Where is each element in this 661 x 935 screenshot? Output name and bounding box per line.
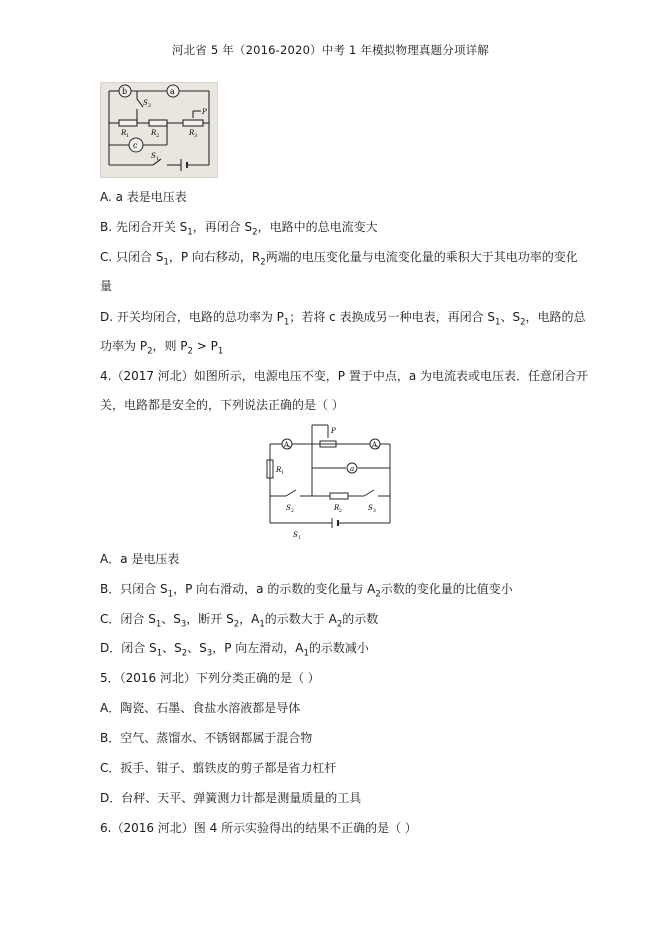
q5-option-b: B．空气、蒸馏水、不锈钢都属于混合物 (100, 731, 313, 745)
p-label: P (202, 108, 207, 116)
circuit-figure-q4 (260, 420, 397, 542)
svg-text:2: 2 (148, 103, 152, 109)
svg-text:2: 2 (376, 446, 379, 451)
q3-option-d: D. 开关均闭合，电路的总功率为 $P_1$；若将 c 表换成另一种电表，再闭合 $S_1$、$S_2$，电路的总 (100, 310, 586, 328)
circuit-figure-q3 (100, 82, 218, 178)
s1-label: S (151, 152, 156, 160)
s2-label: S (143, 99, 148, 107)
meter-a-label: a (170, 87, 175, 96)
q6-stem: 6.（2016 河北）图 4 所示实验得出的结果不正确的是（ ） (100, 821, 417, 835)
q3-option-d-cont: 功率为 $P_2$，则 $P_2 > P_1$ (100, 339, 224, 357)
svg-text:1: 1 (126, 133, 130, 139)
s3-label: S (368, 504, 373, 512)
svg-text:2: 2 (156, 133, 160, 139)
svg-text:1: 1 (298, 536, 301, 541)
svg-text:2: 2 (339, 509, 342, 514)
q3-option-b: B. 先闭合开关 $S_1$，再闭合 $S_2$，电路中的总电流变大 (100, 220, 378, 238)
svg-text:1: 1 (156, 156, 160, 162)
q5-option-d: D．台秤、天平、弹簧测力计都是测量质量的工具 (100, 791, 362, 805)
svg-text:2: 2 (291, 509, 294, 514)
q4-option-c: C．闭合 $S_1$、$S_3$，断开 $S_2$，$A_1$的示数大于 $A_2$的示数 (100, 612, 379, 630)
a1-meter-label: A (284, 441, 290, 449)
q3-option-c-cont: 量 (100, 279, 113, 293)
meter-b-label: b (122, 87, 128, 96)
s2-label: S (286, 504, 291, 512)
svg-text:1: 1 (281, 471, 284, 476)
q4-option-b: B．只闭合 $S_1$，P 向右滑动，a 的示数的变化量与 $A_2$示数的变化量的比值变小 (100, 582, 513, 600)
svg-text:3: 3 (194, 133, 198, 139)
r1-label: R (121, 129, 127, 137)
s1-label: S (293, 531, 298, 539)
svg-text:1: 1 (288, 446, 291, 451)
p-label: P (331, 427, 336, 435)
r1-label: R (276, 466, 282, 474)
q5-stem: 5．（2016 河北）下列分类正确的是（ ） (100, 671, 320, 685)
q3-option-c: C. 只闭合 $S_1$，P 向右移动，$R_2$两端的电压变化量与电流变化量的乘积大于其电功率的变化 (100, 250, 578, 268)
q5-option-a: A．陶瓷、石墨、食盐水溶液都是导体 (100, 701, 301, 715)
q5-option-c: C．扳手、钳子、翦铁皮的剪子都是省力杠杆 (100, 761, 337, 775)
r2-label: R (151, 129, 157, 137)
q3-option-a: A. a 表是电压表 (100, 190, 187, 204)
svg-text:3: 3 (373, 509, 376, 514)
a2-meter-label: A (372, 441, 378, 449)
q4-stem-line1: 4.（2017 河北）如图所示，电源电压不变，P 置于中点，a 为电流表或电压表．任意闭合开 (100, 369, 589, 383)
q4-option-a: A．a 是电压表 (100, 552, 180, 566)
q4-option-d: D．闭合 $S_1$、$S_2$、$S_3$，P 向左滑动，$A_1$的示数减小 (100, 641, 369, 659)
page-header: 河北省 5 年（2016-2020）中考 1 年模拟物理真题分项详解 (171, 43, 490, 57)
r3-label: R (189, 129, 195, 137)
q4-stem-line2: 关，电路都是安全的，下列说法正确的是（ ） (100, 398, 344, 412)
meter-c-label: c (133, 141, 138, 150)
a-meter-label: a (350, 465, 355, 473)
r2-label: R (334, 504, 340, 512)
